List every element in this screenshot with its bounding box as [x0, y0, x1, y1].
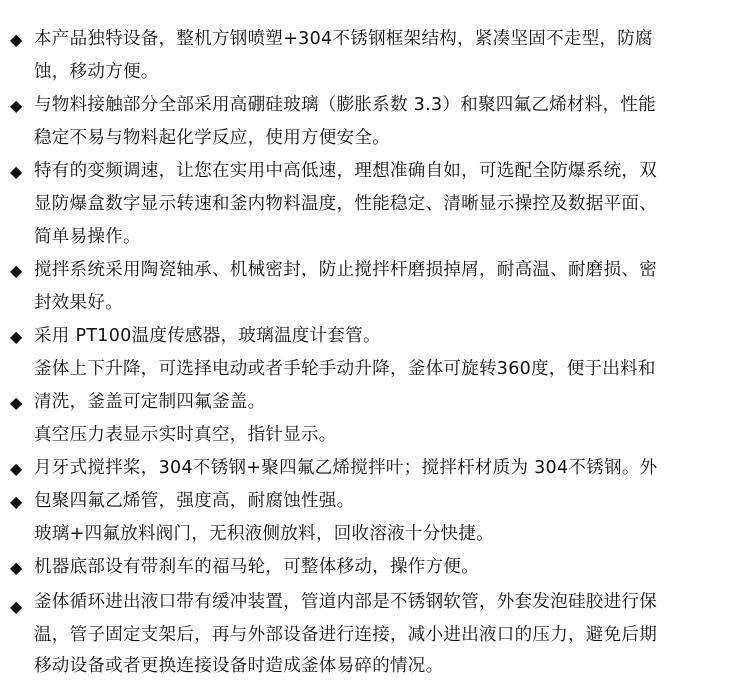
line-text: 月牙式搅拌桨，304不锈钢+聚四氟乙烯搅拌叶；搅拌杆材质为 304不锈钢。外	[34, 458, 658, 478]
line-text: 玻璃+四氟放料阀门，无积液侧放料，回收溶液十分快捷。	[34, 524, 494, 544]
line-text: 与物料接触部分全部采用高硼硅玻璃（膨胀系数 3.3）和聚四氟乙烯材料，性能	[34, 95, 656, 115]
diamond-bullet-icon: ◆	[10, 459, 23, 478]
line-14	[0, 452, 750, 485]
line-text: 移动设备或者更换连接设备时造成釜体易碎的情况。	[34, 656, 444, 676]
diamond-bullet-icon: ◆	[10, 30, 23, 49]
line-9	[0, 287, 750, 320]
line-15	[0, 485, 750, 518]
diamond-bullet-icon: ◆	[10, 492, 23, 511]
line-text: 真空压力表显示实时真空，指针显示。	[34, 425, 337, 445]
line-text: 机器底部设有带刹车的福马轮，可整体移动，操作方便。	[34, 557, 479, 577]
line-text: 本产品独特设备，整机方钢喷塑+304不锈钢框架结构，紧凑坚固不走型，防腐	[34, 29, 653, 49]
line-19	[0, 619, 750, 652]
line-8	[0, 254, 750, 287]
line-18	[0, 586, 750, 619]
diamond-bullet-icon: ◆	[10, 558, 23, 577]
line-text: 采用 PT100温度传感器，玻璃温度计套管。	[34, 326, 381, 346]
line-7	[0, 221, 750, 254]
line-text: 釜体循环进出液口带有缓冲装置，管道内部是不锈钢软管，外套发泡硅胶进行保	[34, 592, 657, 612]
line-4	[0, 122, 750, 155]
line-text: 简单易操作。	[34, 227, 141, 247]
line-16	[0, 518, 750, 551]
diamond-bullet-icon: ◆	[10, 96, 23, 115]
line-17	[0, 551, 750, 584]
line-text: 釜体上下升降，可选择电动或者手轮手动升降，釜体可旋转360度，便于出料和	[34, 359, 656, 379]
diamond-bullet-icon: ◆	[10, 261, 23, 280]
line-13	[0, 419, 750, 452]
line-10	[0, 320, 750, 353]
line-2	[0, 56, 750, 89]
line-5	[0, 155, 750, 188]
line-text: 显防爆盒数字显示转速和釜内物料温度，性能稳定、清晰显示操控及数据平面、	[34, 194, 657, 214]
line-12	[0, 386, 750, 419]
line-text: 包聚四氟乙烯管，强度高，耐腐蚀性强。	[34, 491, 355, 511]
line-text: 稳定不易与物料起化学反应，使用方便安全。	[34, 128, 390, 148]
line-20	[0, 650, 750, 683]
line-text: 蚀，移动方便。	[34, 62, 159, 82]
line-11	[0, 353, 750, 386]
line-text: 温，管子固定支架后，再与外部设备进行连接，减小进出液口的压力，避免后期	[34, 625, 657, 645]
diamond-bullet-icon: ◆	[10, 597, 23, 616]
line-1	[0, 23, 750, 56]
diamond-bullet-icon: ◆	[10, 393, 23, 412]
diamond-bullet-icon: ◆	[10, 327, 23, 346]
diamond-bullet-icon: ◆	[10, 162, 23, 181]
line-6	[0, 188, 750, 221]
line-text: 封效果好。	[34, 293, 123, 313]
line-text: 搅拌系统采用陶瓷轴承、机械密封，防止搅拌杆磨损掉屑，耐高温、耐磨损、密	[34, 260, 657, 280]
line-text: 清洗，釜盖可定制四氟釜盖。	[34, 392, 266, 412]
line-text: 特有的变频调速，让您在实用中高低速，理想准确自如，可选配全防爆系统，双	[34, 161, 657, 181]
line-3	[0, 89, 750, 122]
